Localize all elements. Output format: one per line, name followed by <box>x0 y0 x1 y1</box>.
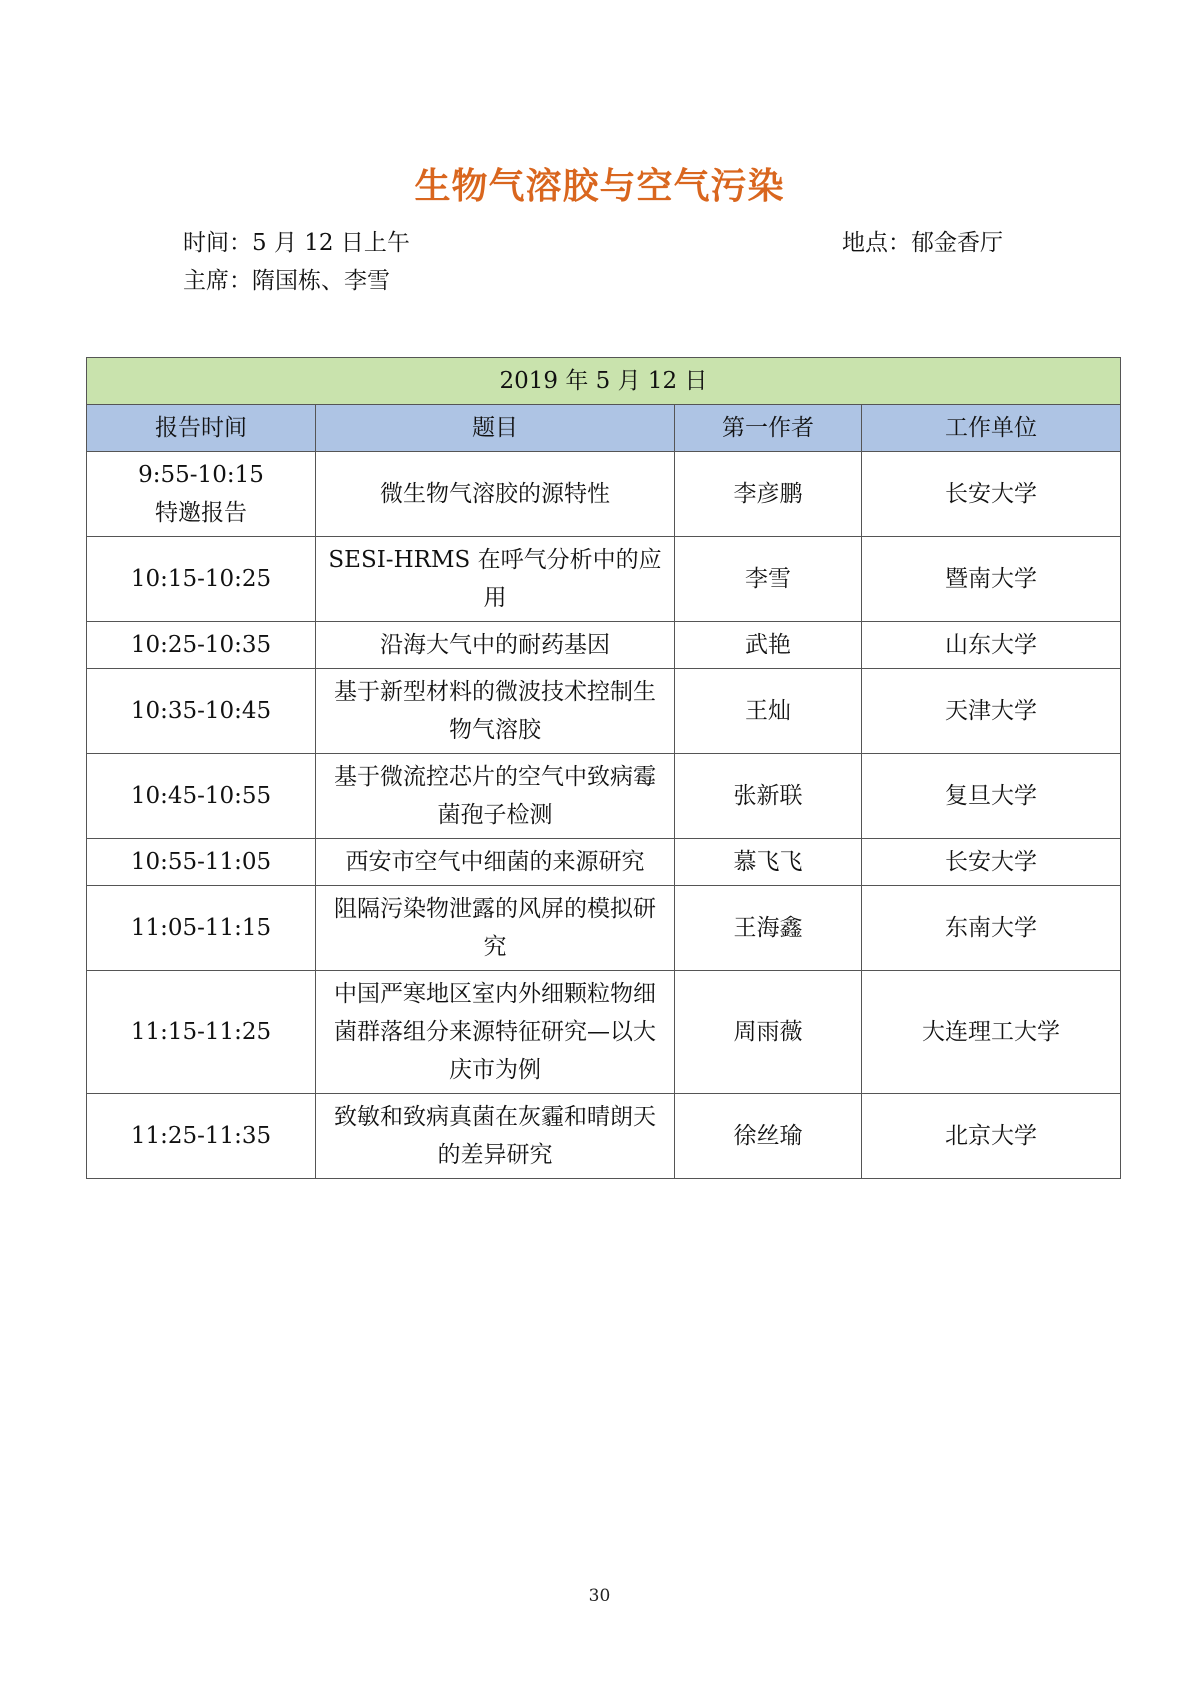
date-row <box>87 358 1121 405</box>
author-cell: 慕飞飞 <box>675 839 862 886</box>
header-time: 报告时间 <box>87 405 316 452</box>
author-cell: 周雨薇 <box>675 971 862 1094</box>
time-cell: 10:45-10:55 <box>87 754 316 839</box>
unit-cell: 大连理工大学 <box>862 971 1121 1094</box>
table-row <box>87 452 1121 537</box>
topic-cell: 致敏和致病真菌在灰霾和晴朗天的差异研究 <box>316 1094 675 1179</box>
schedule-table <box>86 357 1121 1179</box>
header-topic: 题目 <box>316 405 675 452</box>
author-cell: 武艳 <box>675 622 862 669</box>
topic-cell: SESI-HRMS 在呼气分析中的应用 <box>316 537 675 622</box>
unit-cell: 长安大学 <box>862 839 1121 886</box>
time-cell: 10:15-10:25 <box>87 537 316 622</box>
table-row <box>87 1094 1121 1179</box>
topic-cell: 西安市空气中细菌的来源研究 <box>316 839 675 886</box>
session-time: 时间：5 月 12 日上午 <box>183 230 410 256</box>
topic-cell: 中国严寒地区室内外细颗粒物细菌群落组分来源特征研究—以大庆市为例 <box>316 971 675 1094</box>
unit-cell: 东南大学 <box>862 886 1121 971</box>
unit-cell: 暨南大学 <box>862 537 1121 622</box>
topic-cell: 微生物气溶胶的源特性 <box>316 452 675 537</box>
unit-cell: 天津大学 <box>862 669 1121 754</box>
table-row <box>87 669 1121 754</box>
author-cell: 李雪 <box>675 537 862 622</box>
topic-cell: 基于新型材料的微波技术控制生物气溶胶 <box>316 669 675 754</box>
table-row <box>87 886 1121 971</box>
page-title: 生物气溶胶与空气污染 <box>414 166 785 207</box>
table-row <box>87 971 1121 1094</box>
unit-cell: 长安大学 <box>862 452 1121 537</box>
time-cell: 11:05-11:15 <box>87 886 316 971</box>
page-number: 30 <box>588 1586 611 1606</box>
table-row <box>87 537 1121 622</box>
topic-cell: 阻隔污染物泄露的风屏的模拟研究 <box>316 886 675 971</box>
table-row <box>87 839 1121 886</box>
table-row <box>87 754 1121 839</box>
author-cell: 徐丝瑜 <box>675 1094 862 1179</box>
time-note: 特邀报告 <box>155 500 247 526</box>
table-row <box>87 622 1121 669</box>
header-row <box>87 405 1121 452</box>
time-cell: 11:25-11:35 <box>87 1094 316 1179</box>
unit-cell: 山东大学 <box>862 622 1121 669</box>
topic-cell: 沿海大气中的耐药基因 <box>316 622 675 669</box>
author-cell: 李彦鹏 <box>675 452 862 537</box>
unit-cell: 复旦大学 <box>862 754 1121 839</box>
time-cell: 10:25-10:35 <box>87 622 316 669</box>
session-venue: 地点：郁金香厅 <box>842 230 1003 256</box>
topic-cell: 基于微流控芯片的空气中致病霉菌孢子检测 <box>316 754 675 839</box>
unit-cell: 北京大学 <box>862 1094 1121 1179</box>
author-cell: 张新联 <box>675 754 862 839</box>
header-author: 第一作者 <box>675 405 862 452</box>
author-cell: 王海鑫 <box>675 886 862 971</box>
header-unit: 工作单位 <box>862 405 1121 452</box>
schedule-date: 2019 年 5 月 12 日 <box>87 358 1121 405</box>
time-value: 9:55-10:15 <box>138 462 264 488</box>
author-cell: 王灿 <box>675 669 862 754</box>
time-cell: 11:15-11:25 <box>87 971 316 1094</box>
time-cell: 10:35-10:45 <box>87 669 316 754</box>
time-cell: 10:55-11:05 <box>87 839 316 886</box>
session-chair: 主席：隋国栋、李雪 <box>183 268 390 294</box>
time-cell <box>87 452 316 537</box>
